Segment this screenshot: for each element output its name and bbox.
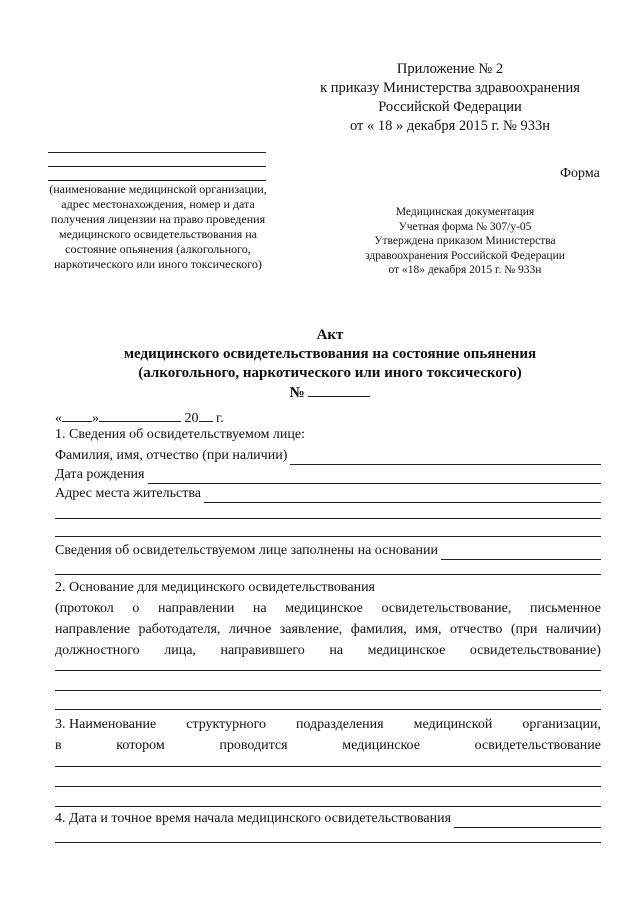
address-field[interactable]	[204, 489, 601, 503]
title-line-3: (алкогольного, наркотического или иного токсического)	[138, 365, 522, 381]
section1-heading: 1. Сведения об освидетельствуемом лице:	[55, 427, 306, 442]
s3b-word-2: котором	[116, 738, 165, 753]
section2-heading: 2. Основание для медицинского освидетельствования	[55, 580, 375, 595]
section2-line-3	[55, 640, 601, 661]
act-title	[60, 326, 600, 403]
section2-line-1: (протокол о направлении на медицинское освидетельствование, письменное	[55, 601, 601, 616]
basis-fill-line-2[interactable]	[55, 690, 601, 691]
division-fill-line-3[interactable]	[55, 806, 601, 807]
section3-line-2	[55, 735, 601, 756]
date-row	[55, 407, 224, 427]
full-name-field[interactable]	[290, 451, 601, 465]
med-doc-line-2: Учетная форма № 307/у-05	[398, 220, 532, 233]
s2-word-6: освидетельствование)	[469, 643, 601, 658]
s3b-word-1: в	[55, 738, 62, 753]
appendix-block	[300, 60, 600, 136]
med-doc-block	[350, 205, 580, 278]
start-time-field[interactable]	[454, 814, 601, 828]
med-doc-line-1: Медицинская документация	[395, 206, 535, 218]
section3-line-1	[55, 714, 601, 735]
year-suffix: г.	[216, 411, 224, 426]
full-name-row	[55, 447, 601, 465]
month-field[interactable]	[99, 407, 181, 422]
basis-field[interactable]	[441, 546, 601, 560]
start-time-row	[55, 810, 601, 828]
act-number-field[interactable]	[308, 383, 370, 397]
start-time-label: 4. Дата и точное время начала медицинского освидетельствования	[55, 811, 452, 826]
birth-date-label: Дата рождения	[55, 467, 145, 482]
address-line-3[interactable]	[55, 536, 601, 537]
org-name-line-1[interactable]	[48, 152, 266, 153]
birth-date-field[interactable]	[148, 470, 602, 484]
s3-word-3: подразделения	[295, 717, 384, 732]
division-fill-line-1[interactable]	[55, 766, 601, 767]
number-label: №	[289, 385, 305, 401]
start-time-line-2[interactable]	[55, 842, 601, 843]
s3-word-4: медицинской	[413, 717, 493, 732]
appendix-line-3: Российской Федерации	[378, 99, 522, 115]
s3-word-2: структурного	[186, 717, 266, 732]
s2-word-3: направившего	[220, 643, 305, 658]
med-doc-line-4: здравоохранения Российской Федерации	[365, 249, 565, 262]
org-name-line-3[interactable]	[48, 180, 266, 181]
s2-word-2: лица,	[164, 643, 196, 658]
division-fill-line-2[interactable]	[55, 786, 601, 787]
date-close-quote: »	[92, 411, 99, 426]
year-prefix: 20	[184, 411, 199, 426]
s2-word-4: на	[329, 643, 344, 658]
basis-label: Сведения об освидетельствуемом лице заполнены на основании	[55, 543, 438, 558]
org-name-line-2[interactable]	[48, 166, 266, 167]
address-row	[55, 485, 601, 503]
s3b-word-5: освидетельствование	[474, 738, 601, 753]
appendix-line-2: к приказу Министерства здравоохранения	[320, 80, 580, 96]
birth-date-row	[55, 466, 601, 484]
date-open-quote: «	[55, 411, 62, 426]
s3-word-5: организации,	[522, 717, 601, 732]
basis-fill-line-1[interactable]	[55, 670, 601, 671]
s2-word-5: медицинское	[367, 643, 446, 658]
title-line-1: Акт	[316, 327, 344, 343]
med-doc-line-5: от «18» декабря 2015 г. № 933н	[388, 264, 542, 276]
basis-fill-line-3[interactable]	[55, 709, 601, 710]
med-doc-line-3: Утверждена приказом Министерства	[374, 235, 556, 247]
address-line-2[interactable]	[55, 518, 601, 519]
appendix-line-1: Приложение № 2	[396, 61, 504, 77]
s3-word-1: 3. Наименование	[55, 717, 157, 732]
day-field[interactable]	[62, 407, 92, 422]
basis-line-2[interactable]	[55, 574, 601, 575]
s3b-word-3: проводится	[219, 738, 288, 753]
act-number	[60, 383, 600, 403]
appendix-line-4: от « 18 » декабря 2015 г. № 933н	[349, 118, 551, 134]
address-label: Адрес места жительства	[55, 486, 201, 501]
org-note: (наименование медицинской организации, адрес местонахождения, номер и дата получения лицензии на право проведения медицинского освидетельствования на состояние опьянения (алкогольного, наркотического или иного токсического)	[49, 182, 267, 271]
section2-line-2: направление работодателя, личное заявление, фамилия, имя, отчество (при наличии)	[55, 622, 601, 637]
s2-word-1: должностного	[55, 643, 140, 658]
title-line-2: медицинского освидетельствования на состояние опьянения	[123, 346, 537, 362]
basis-row	[55, 542, 601, 560]
year-field[interactable]	[199, 407, 213, 422]
full-name-label: Фамилия, имя, отчество (при наличии)	[55, 448, 288, 463]
s3b-word-4: медицинское	[342, 738, 420, 753]
forma-label: Форма	[560, 166, 600, 181]
